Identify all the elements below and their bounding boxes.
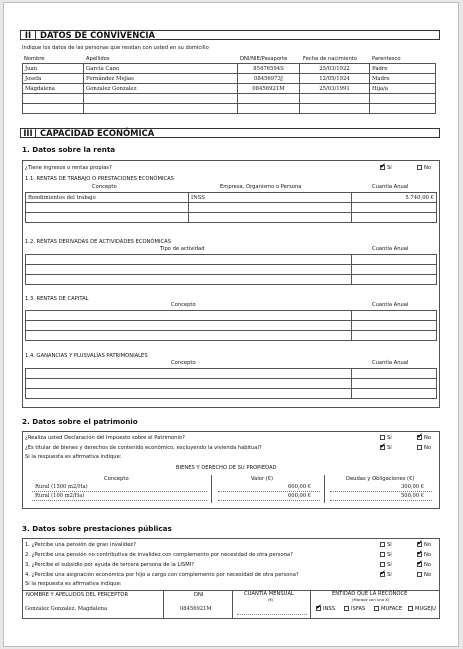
cell-nombre[interactable]: [23, 94, 84, 104]
renta-subtitle: 1. Datos sobre la renta: [22, 145, 116, 154]
entidad-label: MUGEJU: [415, 606, 436, 612]
rc-header-concepto: Concepto: [171, 302, 196, 308]
label-si: Sí: [387, 572, 392, 578]
patrimonio-2-si[interactable]: [380, 445, 392, 451]
cell-fecha[interactable]: 12/05/1924: [300, 74, 370, 84]
perceptor-header-entidad-note: (Marque con una X): [352, 597, 390, 602]
checkbox-icon[interactable]: [380, 552, 385, 557]
prestaciones-subtitle: 3. Datos sobre prestaciones públicas: [22, 524, 172, 533]
cell-apellidos[interactable]: [84, 94, 238, 104]
cell-nombre[interactable]: Juan: [23, 64, 84, 74]
bienes-header-concepto: Concepto: [104, 476, 129, 482]
entidad-isfas[interactable]: [344, 606, 365, 612]
label-no: No: [424, 445, 432, 451]
cell-nombre[interactable]: [23, 104, 84, 114]
table-row: [26, 255, 437, 265]
form-page: [3, 2, 459, 647]
cell-concepto[interactable]: [26, 389, 352, 399]
table-row: [26, 275, 437, 285]
cell-concepto[interactable]: Rendimientos del trabajo: [26, 193, 189, 203]
cell-fecha[interactable]: 25/03/1922: [300, 64, 370, 74]
bienes-divider-2: [324, 475, 325, 503]
bienes-title: BIENES Y DERECHO DE SU PROPIEDAD: [176, 465, 277, 471]
cell-parentesco[interactable]: Hija/a: [370, 84, 436, 94]
q-patrimonio-2: ¿Es titular de bienes y derechos de contenido económico, excluyendo la vivienda habitual?: [25, 445, 262, 451]
q-ingresos: ¿Tiene ingresos o rentas propias?: [25, 165, 112, 171]
col-header-parentesco: Parentesco: [372, 56, 401, 62]
perceptor-header-nombre: NOMBRE Y APELLIDOS DEL PERCEPTOR: [26, 592, 129, 598]
perceptor-divider-2: [232, 590, 233, 618]
cell-cuantia[interactable]: [352, 203, 437, 213]
bien-concepto-2[interactable]: Rural (100 m2/Ha): [35, 493, 85, 499]
dotted-line: [32, 491, 207, 492]
cell-cuantia[interactable]: [352, 321, 437, 331]
cell-apellidos[interactable]: [84, 104, 238, 114]
cell-fecha[interactable]: [300, 104, 370, 114]
checkbox-icon[interactable]: [380, 562, 385, 567]
table-row: [23, 104, 436, 114]
rentas-capital-title: 1.3. RENTAS DE CAPITAL: [25, 296, 89, 302]
cell-concepto[interactable]: [26, 369, 352, 379]
cell-cuantia[interactable]: [352, 379, 437, 389]
cell-cuantia[interactable]: [352, 331, 437, 341]
label-si: Sí: [387, 562, 392, 568]
bienes-divider-1: [211, 475, 212, 503]
ra-header-tipo: Tipo de actividad: [160, 246, 205, 252]
checkbox-checked-icon[interactable]: [380, 572, 385, 577]
bien-valor-2[interactable]: 600,00 €: [288, 493, 312, 499]
bienes-header-valor: Valor (€): [251, 476, 274, 482]
col-header-dni: DNI/NIE/Pasaporte: [240, 56, 288, 62]
cell-cuantia[interactable]: [352, 213, 437, 223]
prestacion-2-no[interactable]: [417, 552, 431, 558]
dotted-line: [218, 500, 320, 501]
checkbox-icon[interactable]: [417, 445, 422, 450]
checkbox-icon[interactable]: [417, 165, 422, 170]
cell-parentesco[interactable]: [370, 104, 436, 114]
patrimonio-2-no[interactable]: [417, 445, 431, 451]
rentas-trabajo-title: 1.1. RENTAS DE TRABAJO O PRESTACIONES ECONÓMICAS: [25, 176, 174, 182]
q-prestacion-5: Si la respuesta es afirmativa indique:: [25, 581, 122, 587]
prestacion-1-no[interactable]: [417, 542, 431, 548]
rentas-capital-table: [25, 310, 437, 341]
prestacion-3-no[interactable]: [417, 562, 431, 568]
bien-deuda-1[interactable]: 300,00 €: [401, 484, 425, 490]
checkbox-checked-icon[interactable]: [417, 435, 422, 440]
dotted-line: [330, 500, 432, 501]
q-prestacion-3: 3. ¿Percibe el subsidio por ayuda de tercera persona de la LISMI?: [25, 562, 194, 568]
checkbox-checked-icon[interactable]: [380, 445, 385, 450]
ingresos-si-option[interactable]: [380, 165, 392, 171]
bienes-header-deudas: Deudas y Obligaciones (€): [346, 476, 415, 482]
cell-tipo[interactable]: [26, 275, 352, 285]
col-header-apellidos: Apellidos: [86, 56, 110, 62]
section-convivencia-title: [20, 30, 440, 40]
table-row: [23, 84, 436, 94]
table-row: [26, 389, 437, 399]
table-row: [26, 321, 437, 331]
cell-concepto[interactable]: [26, 311, 352, 321]
perceptor-divider-3: [310, 590, 311, 618]
perceptor-dni[interactable]: 08456921M: [180, 606, 212, 612]
cell-parentesco[interactable]: Madre: [370, 74, 436, 84]
section-capacidad-title: [20, 128, 440, 138]
cell-empresa[interactable]: [189, 213, 352, 223]
label-no: No: [424, 542, 432, 548]
label-no: No: [424, 572, 432, 578]
cell-cuantia[interactable]: [352, 255, 437, 265]
dotted-line: [32, 500, 207, 501]
rt-header-cuantia: Cuantía Anual: [372, 184, 409, 190]
cell-apellidos[interactable]: Gonzalez Gonzalez: [84, 84, 238, 94]
rentas-actividades-table: [25, 254, 437, 285]
entidad-label: INSS: [323, 606, 335, 612]
rt-header-empresa: Empresa, Organismo o Persona: [220, 184, 302, 190]
cell-apellidos[interactable]: Garcia Cano: [84, 64, 238, 74]
rc-header-cuantia: Cuantía Anual: [372, 302, 409, 308]
dotted-line: [218, 491, 320, 492]
label-no: No: [424, 435, 432, 441]
prestacion-4-si[interactable]: [380, 572, 392, 578]
perceptor-nombre[interactable]: Gonzalez Gonzalez, Magdalena: [25, 606, 108, 612]
checkbox-checked-icon[interactable]: [417, 562, 422, 567]
checkbox-checked-icon[interactable]: [316, 606, 321, 611]
convivencia-table: [22, 63, 436, 114]
rt-header-concepto: Concepto: [92, 184, 117, 190]
dotted-line: [330, 491, 432, 492]
cell-cuantia[interactable]: [352, 275, 437, 285]
entidad-mugeju[interactable]: [408, 606, 436, 612]
cell-dni[interactable]: 08456973J: [238, 74, 300, 84]
bien-valor-1[interactable]: 600,00 €: [288, 484, 312, 490]
cell-cuantia[interactable]: 5.740,00 €: [352, 193, 437, 203]
checkbox-icon[interactable]: [344, 606, 349, 611]
q-prestacion-2: 2. ¿Percibe una pensión no contributiva de invalidez con complemento por necesidad de otra persona?: [25, 552, 293, 558]
perceptor-header-entidad: ENTIDAD QUE LA RECONOCE: [332, 591, 408, 597]
cell-cuantia[interactable]: [352, 389, 437, 399]
entidad-label: MUFACE: [381, 606, 403, 612]
cell-cuantia[interactable]: [352, 311, 437, 321]
cell-dni[interactable]: [238, 94, 300, 104]
patrimonio-subtitle: 2. Datos sobre el patrimonio: [22, 417, 138, 426]
entidad-muface[interactable]: [374, 606, 402, 612]
cell-parentesco[interactable]: [370, 94, 436, 104]
patrimonio-1-si[interactable]: [380, 435, 392, 441]
entidad-label: ISFAS: [351, 606, 366, 612]
cell-fecha[interactable]: [300, 94, 370, 104]
perceptor-header-cuantia-unit: (€): [268, 597, 274, 602]
label-si: Sí: [387, 542, 392, 548]
checkbox-icon[interactable]: [417, 572, 422, 577]
table-row: [26, 203, 437, 213]
cell-dni[interactable]: 85476594S: [238, 64, 300, 74]
checkbox-checked-icon[interactable]: [380, 165, 385, 170]
section-number: III: [21, 129, 36, 137]
entidad-inss[interactable]: [316, 606, 335, 612]
cell-concepto[interactable]: [26, 379, 352, 389]
table-row: [23, 94, 436, 104]
label-no: No: [424, 165, 432, 171]
q-patrimonio-3: Si la respuesta es afirmativa indique:: [25, 454, 122, 460]
cell-tipo[interactable]: [26, 255, 352, 265]
checkbox-icon[interactable]: [380, 435, 385, 440]
table-row: [26, 193, 437, 203]
convivencia-intro: Indique los datos de las personas que residan con usted en su domicilio: [22, 45, 209, 51]
prestacion-3-si[interactable]: [380, 562, 392, 568]
label-si: Sí: [387, 552, 392, 558]
label-no: No: [424, 562, 432, 568]
cell-empresa[interactable]: [189, 203, 352, 213]
cell-parentesco[interactable]: Padre: [370, 64, 436, 74]
cell-nombre[interactable]: Magdalena: [23, 84, 84, 94]
cell-tipo[interactable]: [26, 265, 352, 275]
checkbox-checked-icon[interactable]: [417, 552, 422, 557]
table-row: [26, 311, 437, 321]
prestacion-1-si[interactable]: [380, 542, 392, 548]
perceptor-divider-1: [163, 590, 164, 618]
cell-fecha[interactable]: 25/03/1991: [300, 84, 370, 94]
cell-concepto[interactable]: [26, 331, 352, 341]
cell-concepto[interactable]: [26, 321, 352, 331]
checkbox-checked-icon[interactable]: [417, 542, 422, 547]
checkbox-icon[interactable]: [374, 606, 379, 611]
gp-header-cuantia: Cuantía Anual: [372, 360, 409, 366]
prestacion-2-si[interactable]: [380, 552, 392, 558]
bien-deuda-2[interactable]: 500,00 €: [401, 493, 425, 499]
col-header-fecha: Fecha de nacimiento: [303, 56, 357, 62]
rentas-trabajo-table: [25, 192, 437, 223]
q-patrimonio-1: ¿Realiza usted Declaración del Impuesto sobre el Patrimonio?: [25, 435, 185, 441]
q-prestacion-4: 4. ¿Percibe una asignación económica por hijo a cargo con complemento por necesidad de otra persona?: [25, 572, 299, 578]
ingresos-no-option[interactable]: [417, 165, 431, 171]
label-no: No: [424, 552, 432, 558]
perceptor-cuantia-field[interactable]: [237, 606, 307, 615]
cell-cuantia[interactable]: [352, 369, 437, 379]
table-row: [26, 213, 437, 223]
col-header-nombre: Nombre: [24, 56, 45, 62]
checkbox-icon[interactable]: [408, 606, 413, 611]
section-title-text: CAPACIDAD ECONÓMICA: [40, 128, 155, 138]
perceptor-header-cuantia: CUANTÍA MENSUAL: [244, 591, 294, 597]
cell-concepto[interactable]: [26, 203, 189, 213]
bien-concepto-1[interactable]: Rural (1500 m2/Ha): [35, 484, 88, 490]
patrimonio-1-no[interactable]: [417, 435, 431, 441]
q-prestacion-1: 1. ¿Percibe una pensión de gran invalidez?: [25, 542, 136, 548]
table-row: [23, 64, 436, 74]
checkbox-icon[interactable]: [380, 542, 385, 547]
cell-nombre[interactable]: Josefa: [23, 74, 84, 84]
gp-header-concepto: Concepto: [171, 360, 196, 366]
table-row: [26, 331, 437, 341]
cell-empresa[interactable]: INSS: [189, 193, 352, 203]
table-row: [26, 369, 437, 379]
perceptor-header-dni: DNI: [194, 592, 204, 598]
ra-header-cuantia: Cuantía Anual: [372, 246, 409, 252]
cell-dni[interactable]: 08456921M: [238, 84, 300, 94]
rentas-actividades-title: 1.2. RENTAS DERIVADAS DE ACTIVIDADES ECONÓMICAS: [25, 239, 171, 245]
cell-cuantia[interactable]: [352, 265, 437, 275]
table-row: [26, 379, 437, 389]
section-number: II: [21, 31, 36, 39]
cell-concepto[interactable]: [26, 213, 189, 223]
label-si: Sí: [387, 165, 392, 171]
cell-dni[interactable]: [238, 104, 300, 114]
label-si: Sí: [387, 445, 392, 451]
ganancias-table: [25, 368, 437, 399]
section-title-text: DATOS DE CONVIVENCIA: [40, 30, 155, 40]
table-row: [23, 74, 436, 84]
ganancias-title: 1.4. GANANCIAS Y PLUSVALÍAS PATRIMONIALES: [25, 353, 148, 359]
prestacion-4-no[interactable]: [417, 572, 431, 578]
label-si: Sí: [387, 435, 392, 441]
table-row: [26, 265, 437, 275]
cell-apellidos[interactable]: Fernández Mejias: [84, 74, 238, 84]
